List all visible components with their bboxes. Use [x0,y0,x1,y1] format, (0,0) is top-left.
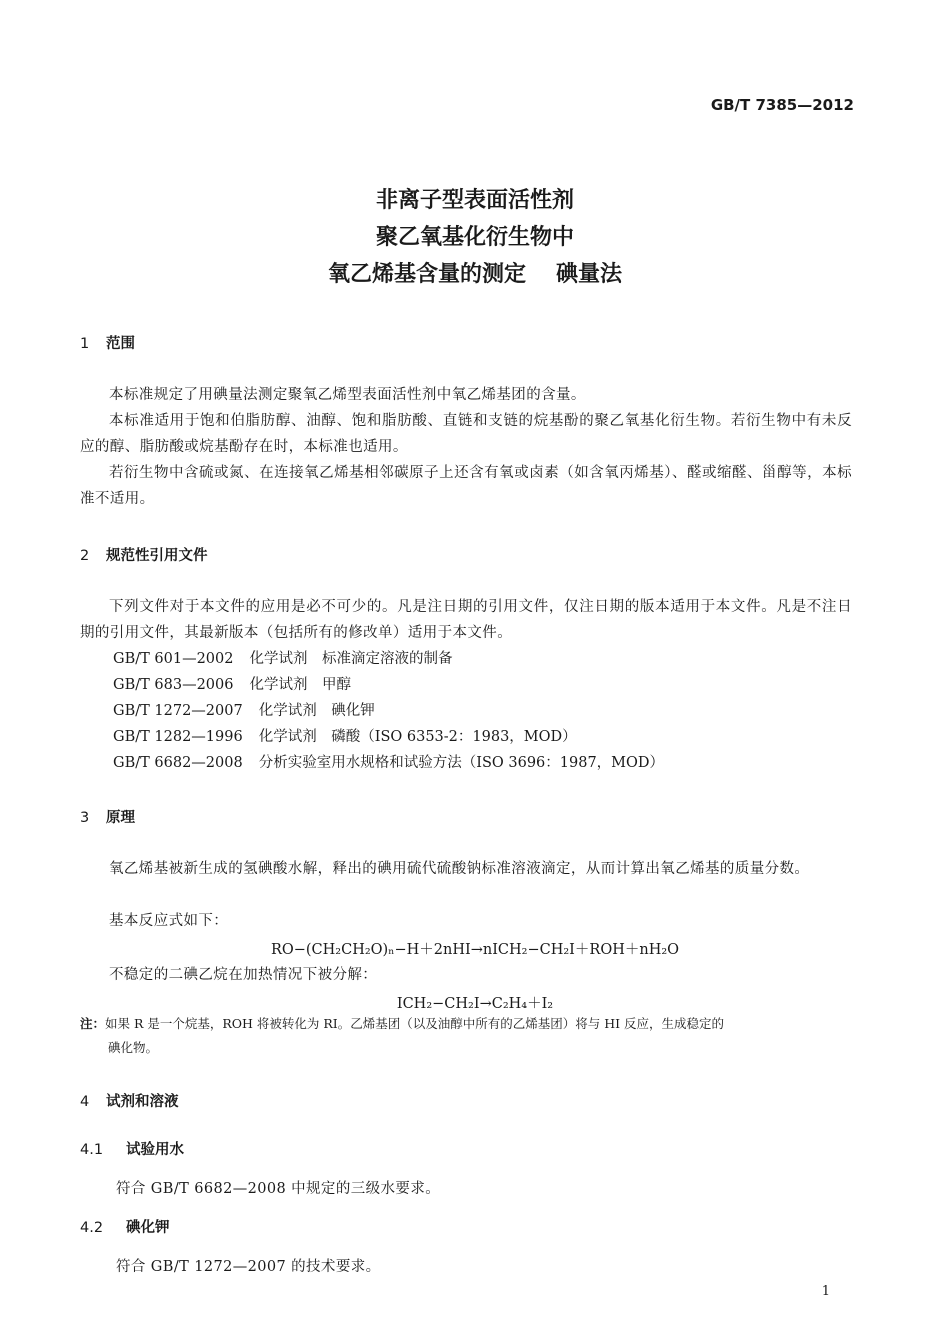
section-title: 规范性引用文件 [106,548,208,564]
section-3-para-3: 不稳定的二碘乙烷在加热情况下被分解： [109,967,378,983]
subsection-number: 4.1 [80,1142,104,1158]
subsection-title: 试验用水 [126,1142,184,1158]
section-1-para-1: 本标准规定了用碘量法测定聚氧乙烯型表面活性剂中氧乙烯基团的含量。 [109,387,586,403]
document-title [0,182,950,293]
subsection-4-2-heading [80,1216,170,1237]
reaction-equation-1: RO−(CH₂CH₂O)ₙ−H＋2nHI→nICH₂−CH₂I＋ROH＋nH₂O [270,942,680,958]
reference-code: GB/T 683—2006 [113,677,234,693]
section-1-para-2: 本标准适用于饱和伯脂肪醇、油醇、饱和脂肪酸、直链和支链的烷基酚的聚乙氧基化衍生物。若衍生物中有未反应的醇、脂肪酸或烷基酚存在时，本标准也适用。 [80,413,852,455]
section-title: 原理 [106,810,135,826]
reference-item [113,698,375,724]
reference-item [113,672,351,698]
reference-title: 分析实验室用水规格和试验方法（ISO 3696：1987，MOD） [258,755,665,771]
reference-title: 化学试剂 磷酸（ISO 6353-2：1983，MOD） [258,729,577,745]
section-3-para-2: 基本反应式如下： [109,913,229,929]
reference-code: GB/T 601—2002 [113,651,234,667]
reference-item [113,750,664,776]
section-title: 试剂和溶液 [106,1094,179,1110]
subsection-4-1-text: 符合 GB/T 6682—2008 中规定的三级水要求。 [116,1181,441,1197]
section-number: 1 [80,336,90,352]
subsection-number: 4.2 [80,1220,104,1236]
reference-title: 化学试剂 甲醇 [249,677,351,693]
reference-title: 化学试剂 标准滴定溶液的制备 [249,651,453,667]
standard-number: GB/T 7385—2012 [710,96,854,114]
section-title: 范围 [106,336,135,352]
section-number: 4 [80,1094,90,1110]
section-3-para-1: 氧乙烯基被新生成的氢碘酸水解，释出的碘用硫代硫酸钠标准溶液滴定，从而计算出氧乙烯基的质量分数。 [109,861,810,877]
reference-item [113,646,452,672]
title-line-2: 聚乙氧基化衍生物中 [375,225,574,250]
page-number: 1 [821,1284,830,1299]
section-2-heading [80,544,208,565]
reference-code: GB/T 1272—2007 [113,703,243,719]
reference-item [113,724,577,750]
reference-title: 化学试剂 碘化钾 [258,703,375,719]
subsection-4-2-text: 符合 GB/T 1272—2007 的技术要求。 [116,1259,381,1275]
title-line-1: 非离子型表面活性剂 [375,188,574,213]
subsection-4-1-heading [80,1138,184,1159]
reaction-equation-2: ICH₂−CH₂I→C₂H₄＋I₂ [396,996,554,1012]
reference-code: GB/T 6682—2008 [113,755,243,771]
title-line-3 [0,256,950,293]
title-line-3b: 碘量法 [556,262,623,287]
section-2-para-1: 下列文件对于本文件的应用是必不可少的。凡是注日期的引用文件，仅注日期的版本适用于本文件。凡是不注日期的引用文件，其最新版本（包括所有的修改单）适用于本文件。 [80,599,852,641]
section-1-heading [80,332,135,353]
section-3-heading [80,806,135,827]
note-continuation: 碘化物。 [108,1040,159,1055]
note-label: 注： [80,1016,106,1031]
note-text: 如果 R 是一个烷基，ROH 将被转化为 RI。乙烯基团（以及油醇中所有的乙烯基团）将与 HI 反应，生成稳定的 [105,1016,725,1031]
note [80,1012,852,1060]
section-number: 3 [80,810,90,826]
section-4-heading [80,1090,179,1111]
title-line-3a: 氧乙烯基含量的测定 [327,262,526,287]
subsection-title: 碘化钾 [126,1220,170,1236]
section-number: 2 [80,548,90,564]
section-1-para-3: 若衍生物中含硫或氮、在连接氧乙烯基相邻碳原子上还含有氧或卤素（如含氧丙烯基）、醛或缩醛、甾醇等，本标准不适用。 [80,465,852,507]
reference-code: GB/T 1282—1996 [113,729,243,745]
